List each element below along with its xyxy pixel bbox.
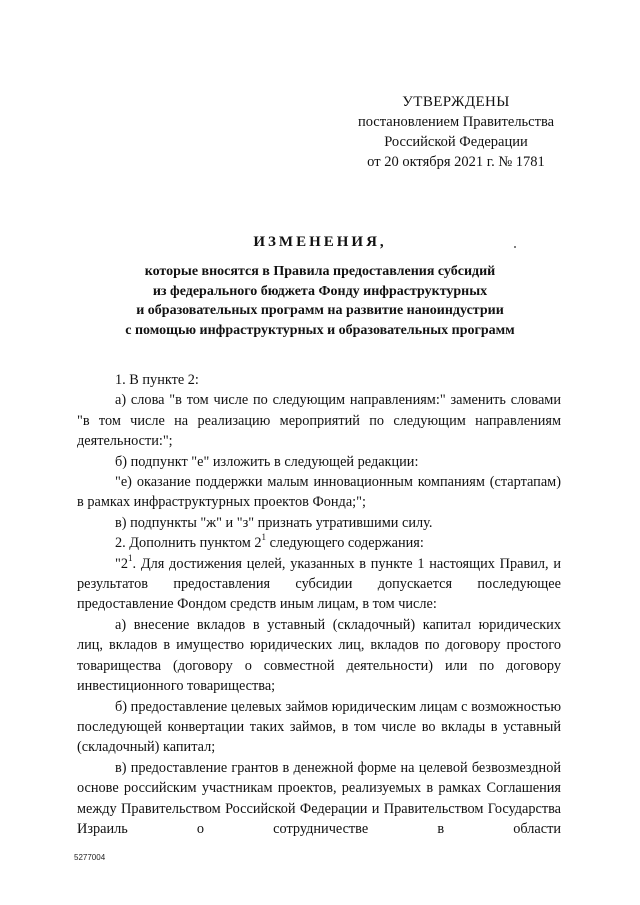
subtitle-line-1: которые вносятся в Правила предоставления субсидий bbox=[144, 264, 496, 279]
approval-line-1: постановлением Правительства bbox=[357, 114, 555, 130]
paragraph-1a: а) слова "в том числе по следующим направлениям:" заменить словами "в том числе на реализацию мероприятий по следующим направлениям деятельности:"; bbox=[77, 392, 561, 450]
paragraph-1b: б) подпункт "е" изложить в следующей редакции: bbox=[115, 453, 419, 470]
item-2-superscript: 1 bbox=[261, 532, 267, 543]
approval-block bbox=[340, 92, 572, 172]
paragraph-1c: в) подпункты "ж" и "з" признать утратившими силу. bbox=[115, 514, 433, 531]
paragraph-item-1: 1. В пункте 2: bbox=[115, 372, 199, 388]
paragraph-2-1-b: б) предоставление целевых займов юридическим лицам с возможностью последующей конвертации таких займов, в том числе во вклады в уставный (складочный) капитал; bbox=[77, 698, 561, 756]
document-body bbox=[77, 370, 561, 839]
subtitle-line-3: и образовательных программ на развитие наноиндустрии bbox=[136, 303, 504, 318]
approval-line-2: Российской Федерации bbox=[384, 134, 528, 150]
paragraph-2-1-c: в) предоставление грантов в денежной форме на целевой безвозмездной основе российским участникам проектов, реализуемых в рамках Соглашения между Правительством Российской Федерации и Правительством Государства Израиль о сотрудничестве в области bbox=[77, 759, 561, 837]
point-2-1-superscript: 1 bbox=[128, 552, 133, 563]
document-title: ИЗМЕНЕНИЯ, bbox=[253, 234, 387, 250]
document-code: 5277004 bbox=[74, 853, 106, 862]
paragraph-item-2 bbox=[77, 533, 561, 553]
paragraph-2-1 bbox=[77, 554, 561, 615]
paragraph-1b-text: "е) оказание поддержки малым инновационным компаниям (стартапам) в рамках инфраструктурных проектов Фонда;"; bbox=[77, 474, 561, 511]
document-subtitle bbox=[60, 262, 580, 340]
item-2-text-before: 2. Дополнить пунктом 2 bbox=[115, 535, 262, 552]
approval-line-3: от 20 октября 2021 г. № 1781 bbox=[367, 154, 545, 170]
point-2-1-before: "2 bbox=[115, 555, 128, 572]
subtitle-line-2: из федерального бюджета Фонду инфраструктурных bbox=[152, 283, 488, 299]
subtitle-line-4: с помощью инфраструктурных и образовательных программ bbox=[125, 322, 515, 338]
item-2-text-after: следующего содержания: bbox=[266, 535, 424, 552]
point-2-1-after: . Для достижения целей, указанных в пункте 1 настоящих Правил, и результатов предоставления субсидии допускается последующее предоставление Фондом средств иным лицам, в том числе: bbox=[77, 555, 561, 613]
approval-heading: УТВЕРЖДЕНЫ bbox=[402, 94, 510, 110]
paragraph-2-1-a: а) внесение вкладов в уставный (складочный) капитал юридических лиц, вкладов в имущество юридических лиц, вкладов по договору простого товарищества (договору о совместной деятельности) или по договору инвестиционного товарищества; bbox=[77, 616, 561, 695]
